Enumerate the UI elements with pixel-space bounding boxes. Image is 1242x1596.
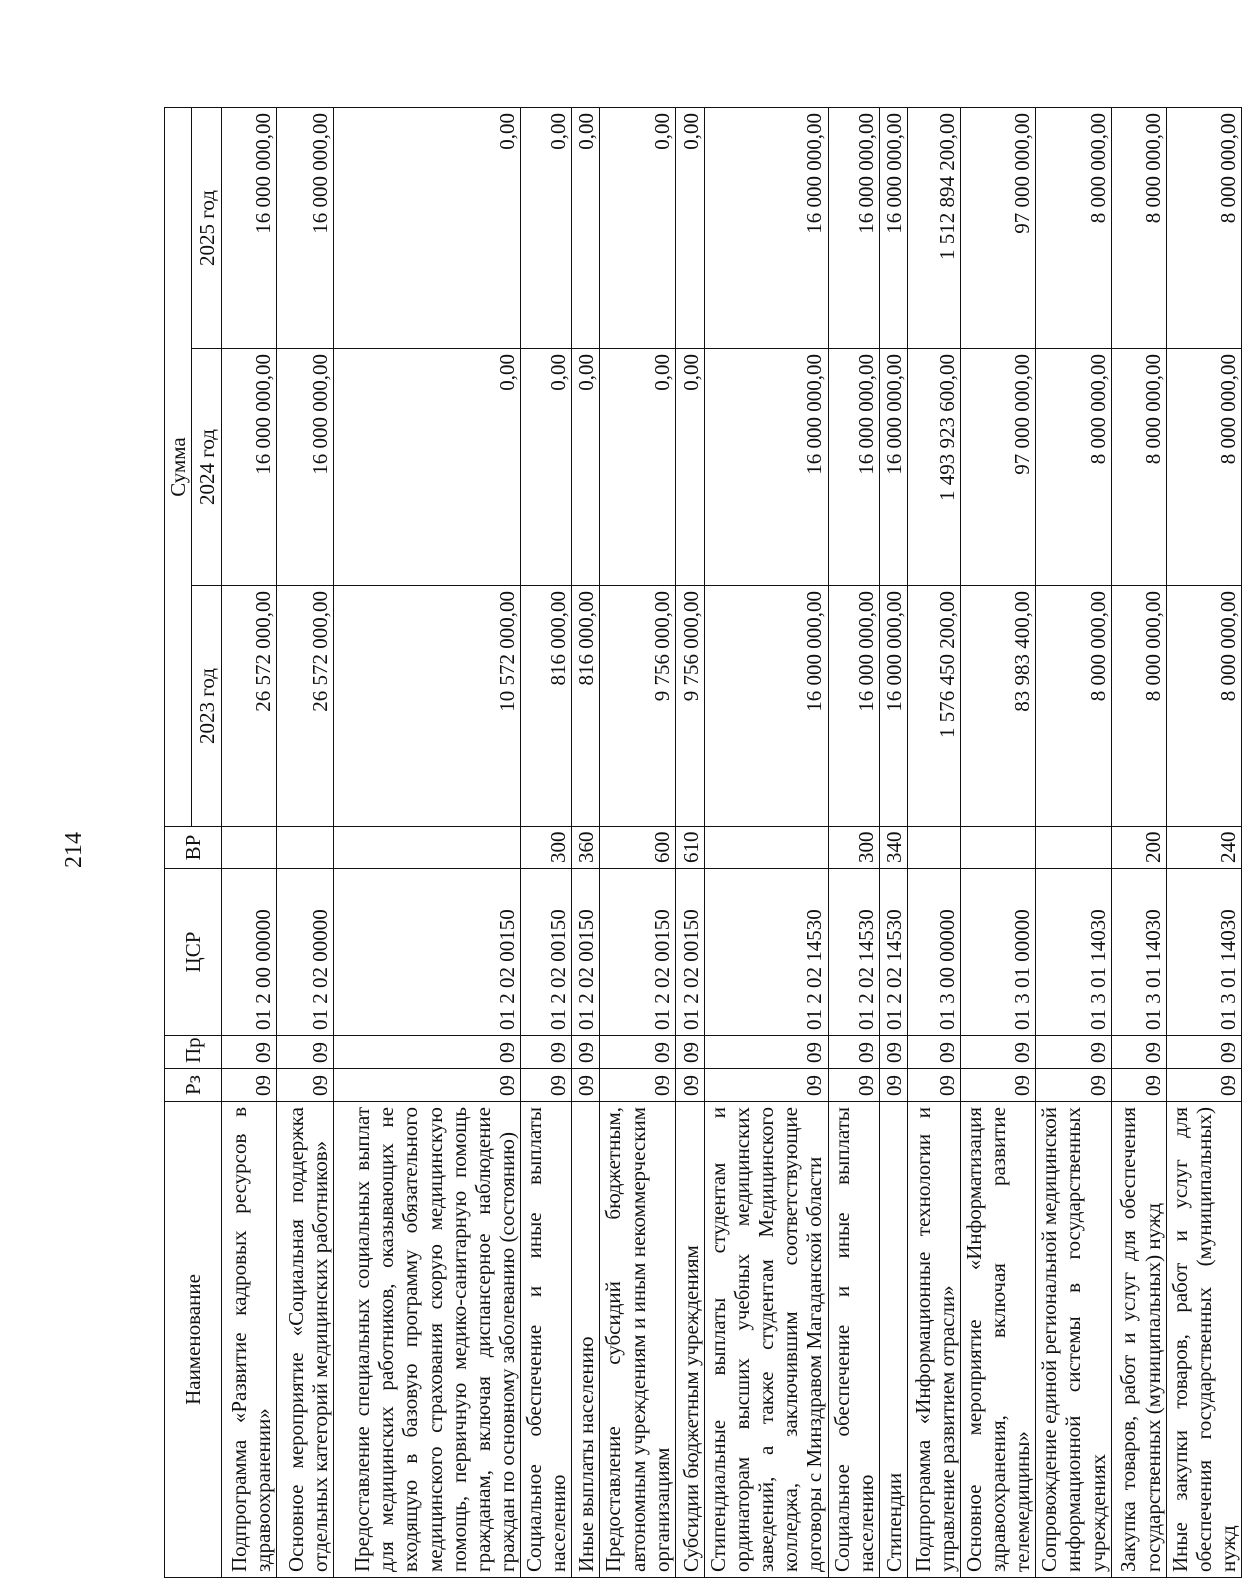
- cell-csr: 01 2 02 00150: [600, 869, 675, 1036]
- cell-year-2024: 97 000 000,00: [960, 349, 1035, 586]
- cell-year-2025: 16 000 000,00: [277, 107, 334, 348]
- cell-vr: 610: [675, 827, 704, 869]
- cell-year-2025: 0,00: [600, 107, 675, 348]
- cell-pr: 09: [879, 1036, 907, 1069]
- cell-year-2023: 8 000 000,00: [1111, 586, 1166, 827]
- cell-year-2024: 0,00: [572, 349, 600, 586]
- cell-year-2024: 1 493 923 600,00: [907, 349, 960, 586]
- cell-pr: 09: [334, 1036, 521, 1069]
- table-row: [600, 107, 675, 1577]
- table-row: [222, 107, 277, 1577]
- cell-year-2025: 0,00: [572, 107, 600, 348]
- cell-rz: 09: [521, 1069, 572, 1102]
- table-row: [521, 107, 572, 1577]
- table-row: [828, 107, 879, 1577]
- cell-year-2023: 16 000 000,00: [828, 586, 879, 827]
- cell-pr: 09: [222, 1036, 277, 1069]
- cell-pr: 09: [600, 1036, 675, 1069]
- cell-csr: 01 2 02 00150: [521, 869, 572, 1036]
- cell-vr: 340: [879, 827, 907, 869]
- cell-pr: 09: [1166, 1036, 1241, 1069]
- table-row: [1166, 107, 1241, 1577]
- cell-csr: 01 2 02 00150: [572, 869, 600, 1036]
- header-2024: 2024 год: [192, 349, 222, 586]
- cell-year-2024: 8 000 000,00: [1111, 349, 1166, 586]
- cell-csr: 01 3 01 14030: [1036, 869, 1111, 1036]
- cell-year-2023: 9 756 000,00: [675, 586, 704, 827]
- cell-year-2025: 16 000 000,00: [879, 107, 907, 348]
- table-row: [960, 107, 1035, 1577]
- cell-vr: [907, 827, 960, 869]
- header-pr: Пр: [165, 1036, 222, 1069]
- cell-pr: 09: [277, 1036, 334, 1069]
- cell-csr: 01 2 02 00000: [277, 869, 334, 1036]
- cell-rz: 09: [704, 1069, 828, 1102]
- cell-year-2024: 0,00: [334, 349, 521, 586]
- cell-year-2023: 26 572 000,00: [222, 586, 277, 827]
- cell-name: Иные выплаты населению: [572, 1102, 600, 1578]
- cell-rz: 09: [600, 1069, 675, 1102]
- cell-year-2023: 8 000 000,00: [1166, 586, 1241, 827]
- cell-pr: 09: [828, 1036, 879, 1069]
- cell-vr: 300: [828, 827, 879, 869]
- cell-year-2024: 16 000 000,00: [277, 349, 334, 586]
- cell-name: Закупка товаров, работ и услуг для обеспечения государственных (муниципальных) нужд: [1111, 1102, 1166, 1578]
- cell-rz: 09: [222, 1069, 277, 1102]
- header-sum: Сумма: [165, 107, 192, 826]
- cell-vr: [1036, 827, 1111, 869]
- cell-csr: 01 2 02 00150: [675, 869, 704, 1036]
- cell-name: Сопровождение единой региональной медицинской информационной системы в государственных учреждениях: [1036, 1102, 1111, 1578]
- cell-vr: [960, 827, 1035, 869]
- cell-year-2025: 0,00: [675, 107, 704, 348]
- cell-vr: [334, 827, 521, 869]
- cell-csr: 01 3 01 00000: [960, 869, 1035, 1036]
- cell-pr: 09: [521, 1036, 572, 1069]
- cell-year-2023: 10 572 000,00: [334, 586, 521, 827]
- cell-name: Основное мероприятие «Информатизация здравоохранения, включая развитие телемедицины»: [960, 1102, 1035, 1578]
- cell-name: Предоставление специальных социальных выплат для медицинских работников, оказывающих не входящую в базовую программу обязательного медицинского страхования скорую медицинскую помощь, первичную медико-санитарную помощь гражданам, включая диспансерное наблюдение граждан по основному заболеванию (состоянию): [334, 1102, 521, 1578]
- header-2023: 2023 год: [192, 586, 222, 827]
- header-2025: 2025 год: [192, 107, 222, 348]
- cell-year-2025: 16 000 000,00: [828, 107, 879, 348]
- header-name: Наименование: [165, 1102, 222, 1578]
- cell-csr: 01 3 01 14030: [1111, 869, 1166, 1036]
- cell-vr: 300: [521, 827, 572, 869]
- header-vr: ВР: [165, 827, 222, 869]
- table-row: [907, 107, 960, 1577]
- cell-csr: 01 3 00 00000: [907, 869, 960, 1036]
- cell-year-2024: 0,00: [675, 349, 704, 586]
- table-row: [879, 107, 907, 1577]
- cell-pr: 09: [960, 1036, 1035, 1069]
- rotated-table-area: [164, 108, 1240, 1578]
- cell-pr: 09: [1036, 1036, 1111, 1069]
- table-row: [1036, 107, 1111, 1577]
- cell-vr: [277, 827, 334, 869]
- cell-year-2023: 1 576 450 200,00: [907, 586, 960, 827]
- cell-year-2023: 16 000 000,00: [704, 586, 828, 827]
- cell-name: Подпрограмма «Информационные технологии и управление развитием отрасли»: [907, 1102, 960, 1578]
- cell-year-2023: 26 572 000,00: [277, 586, 334, 827]
- cell-pr: 09: [704, 1036, 828, 1069]
- cell-csr: 01 3 01 14030: [1166, 869, 1241, 1036]
- table-row: [277, 107, 334, 1577]
- cell-name: Предоставление субсидий бюджетным, автономным учреждениям и иным некоммерческим организациям: [600, 1102, 675, 1578]
- cell-vr: 200: [1111, 827, 1166, 869]
- cell-year-2024: 0,00: [521, 349, 572, 586]
- cell-name: Подпрограмма «Развитие кадровых ресурсов в здравоохранении»: [222, 1102, 277, 1578]
- table-frame: [164, 108, 1240, 1578]
- cell-name: Социальное обеспечение и иные выплаты населению: [828, 1102, 879, 1578]
- cell-year-2025: 16 000 000,00: [222, 107, 277, 348]
- cell-vr: 600: [600, 827, 675, 869]
- cell-rz: 09: [334, 1069, 521, 1102]
- cell-year-2024: 16 000 000,00: [704, 349, 828, 586]
- cell-year-2024: 8 000 000,00: [1166, 349, 1241, 586]
- cell-year-2025: 8 000 000,00: [1166, 107, 1241, 348]
- cell-year-2025: 16 000 000,00: [704, 107, 828, 348]
- cell-year-2023: 9 756 000,00: [600, 586, 675, 827]
- cell-vr: [704, 827, 828, 869]
- header-csr: ЦСР: [165, 869, 222, 1036]
- cell-rz: 09: [675, 1069, 704, 1102]
- cell-year-2023: 8 000 000,00: [1036, 586, 1111, 827]
- cell-year-2025: 1 512 894 200,00: [907, 107, 960, 348]
- cell-year-2025: 8 000 000,00: [1111, 107, 1166, 348]
- cell-rz: 09: [879, 1069, 907, 1102]
- cell-rz: 09: [1111, 1069, 1166, 1102]
- cell-year-2024: 8 000 000,00: [1036, 349, 1111, 586]
- table-row: [704, 107, 828, 1577]
- table-row: [675, 107, 704, 1577]
- cell-name: Основное мероприятие «Социальная поддержка отдельных категорий медицинских работников»: [277, 1102, 334, 1578]
- cell-name: Стипендии: [879, 1102, 907, 1578]
- table-row: [334, 107, 521, 1577]
- cell-vr: 360: [572, 827, 600, 869]
- cell-vr: 240: [1166, 827, 1241, 869]
- cell-csr: 01 2 00 00000: [222, 869, 277, 1036]
- cell-year-2023: 816 000,00: [572, 586, 600, 827]
- cell-csr: 01 2 02 00150: [334, 869, 521, 1036]
- cell-year-2023: 16 000 000,00: [879, 586, 907, 827]
- cell-csr: 01 2 02 14530: [828, 869, 879, 1036]
- cell-pr: 09: [572, 1036, 600, 1069]
- page-number: 214: [61, 832, 87, 868]
- cell-rz: 09: [572, 1069, 600, 1102]
- table-row: [1111, 107, 1166, 1577]
- cell-year-2025: 8 000 000,00: [1036, 107, 1111, 348]
- cell-pr: 09: [675, 1036, 704, 1069]
- cell-year-2024: 0,00: [600, 349, 675, 586]
- cell-csr: 01 2 02 14530: [879, 869, 907, 1036]
- cell-year-2023: 83 983 400,00: [960, 586, 1035, 827]
- cell-rz: 09: [1036, 1069, 1111, 1102]
- cell-year-2024: 16 000 000,00: [879, 349, 907, 586]
- cell-year-2023: 816 000,00: [521, 586, 572, 827]
- cell-rz: 09: [828, 1069, 879, 1102]
- cell-name: Иные закупки товаров, работ и услуг для обеспечения государственных (муниципальных) нужд: [1166, 1102, 1241, 1578]
- cell-csr: 01 2 02 14530: [704, 869, 828, 1036]
- cell-pr: 09: [1111, 1036, 1166, 1069]
- table-row: [572, 107, 600, 1577]
- cell-name: Стипендиальные выплаты студентам и ординаторам высших учебных медицинских заведений, а также студентам Медицинского колледжа, заключившим соответствующие договоры с Минздравом Магаданской области: [704, 1102, 828, 1578]
- cell-year-2025: 0,00: [521, 107, 572, 348]
- cell-rz: 09: [960, 1069, 1035, 1102]
- cell-rz: 09: [1166, 1069, 1241, 1102]
- cell-pr: 09: [907, 1036, 960, 1069]
- table-body: [222, 107, 1242, 1577]
- cell-rz: 09: [907, 1069, 960, 1102]
- cell-year-2025: 97 000 000,00: [960, 107, 1035, 348]
- header-rz: Рз: [165, 1069, 222, 1102]
- budget-table: [164, 107, 1242, 1578]
- cell-name: Субсидии бюджетным учреждениям: [675, 1102, 704, 1578]
- cell-year-2025: 0,00: [334, 107, 521, 348]
- cell-name: Социальное обеспечение и иные выплаты населению: [521, 1102, 572, 1578]
- cell-vr: [222, 827, 277, 869]
- cell-year-2024: 16 000 000,00: [828, 349, 879, 586]
- cell-rz: 09: [277, 1069, 334, 1102]
- cell-year-2024: 16 000 000,00: [222, 349, 277, 586]
